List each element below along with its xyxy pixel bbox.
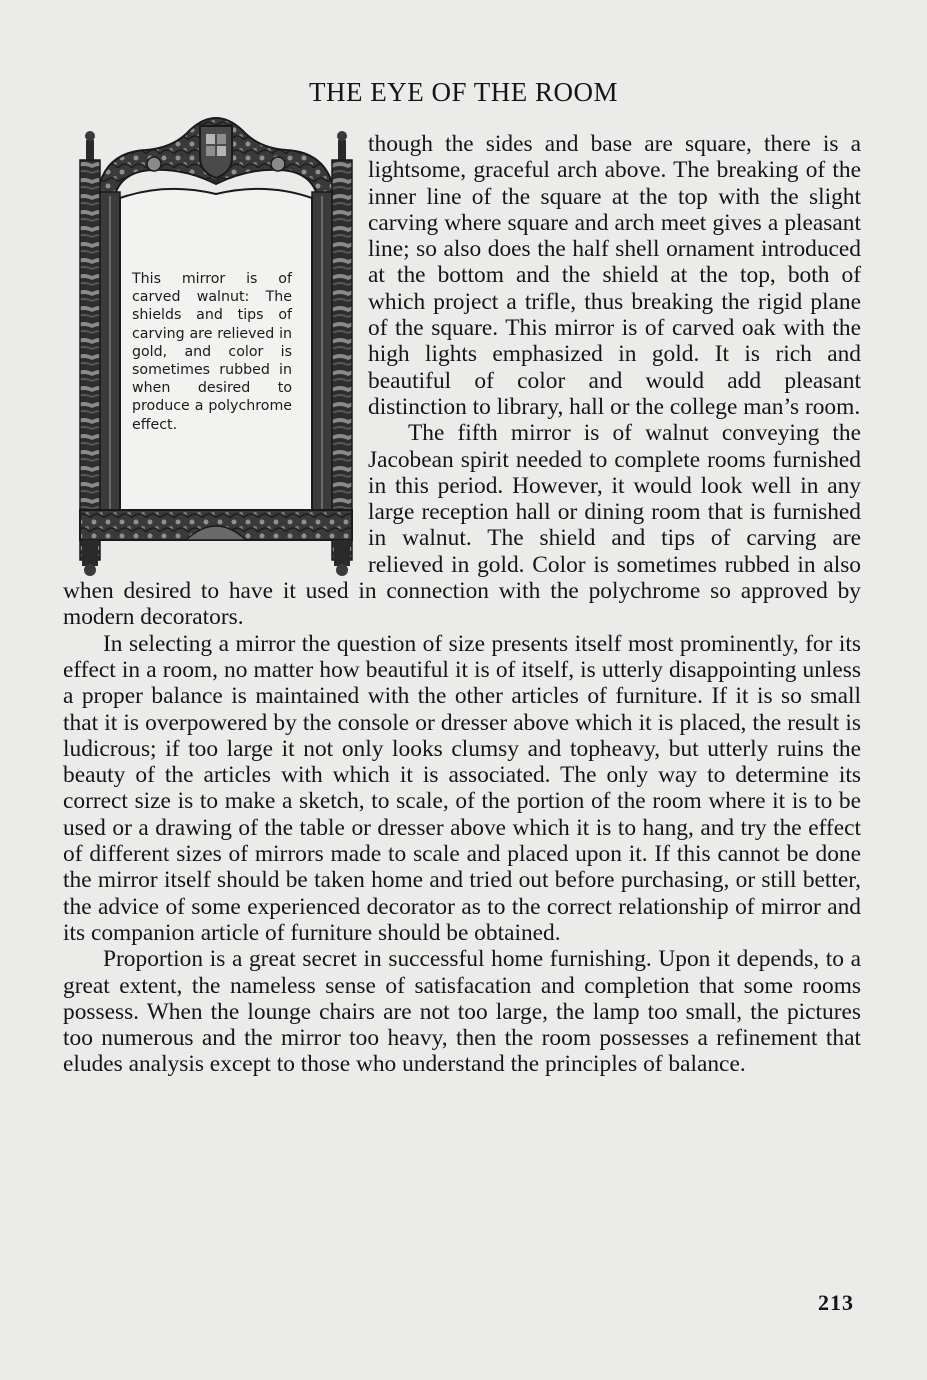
figure-float-spacer xyxy=(63,131,368,573)
paragraph: The fifth mirror is of walnut conveying the Jacobean spirit needed to complete rooms furnished in this period. However, it would look well in any large reception hall or dining room that is furnished in walnut. The shield and tips of carving are relieved in gold. Color is sometimes rubbed in also when desired to have it used in connection with the polychrome so approved by modern decorators. xyxy=(63,420,861,631)
paragraph: In selecting a mirror the question of size presents itself most prominently, for its effect in a room, no matter how beautiful it is of itself, is utterly disappointing unless a proper balance is maintained with the other articles of furniture. If it is so small that it is overpowered by the console or dresser above which it is placed, the result is ludicrous; if too large it not only looks clumsy and topheavy, but utterly ruins the beauty of the articles with which it is associated. The only way to determine its correct size is to make a sketch, to scale, of the portion of the room where it is to be used or a drawing of the table or dresser above which it is to hang, and try the effect of different sizes of mirrors made to scale and placed upon it. If this cannot be done the mirror itself should be taken home and tried out before purchasing, or still better, the advice of some experienced decorator as to the correct relationship of mirror and its companion article of furniture should be obtained. xyxy=(63,630,861,946)
running-head: THE EYE OF THE ROOM xyxy=(309,77,618,107)
page-number: 213 xyxy=(818,1290,854,1315)
figure-caption: This mirror is of carved walnut: The shields and tips of carving are relieved in gold, and color is sometimes rubbed in when desired to produce a polychrome effect. xyxy=(132,271,292,433)
paragraph: though the sides and base are square, there is a lightsome, graceful arch above. The breaking of the inner line of the square at the top with the slight carving where square and arch meet gives a pleasant line; so also does the half shell ornament introduced at the bottom and the shield at the top, both of which project a trifle, thus breaking the rigid plane of the square. This mirror is of carved oak with the high lights emphasized in gold. It is rich and beautiful of color and would add pleasant distinction to library, hall or the college man’s room. xyxy=(368,131,861,420)
paragraph: Proportion is a great secret in successful home furnishing. Upon it depends, to a great extent, the nameless sense of satisfacation and completion that some rooms possess. When the lounge chairs are not too large, the lamp too small, the pictures too numerous and the mirror too heavy, then the room possesses a refinement that eludes analysis except to those who understand the principles of balance. xyxy=(63,946,861,1078)
body-text xyxy=(63,131,861,1078)
